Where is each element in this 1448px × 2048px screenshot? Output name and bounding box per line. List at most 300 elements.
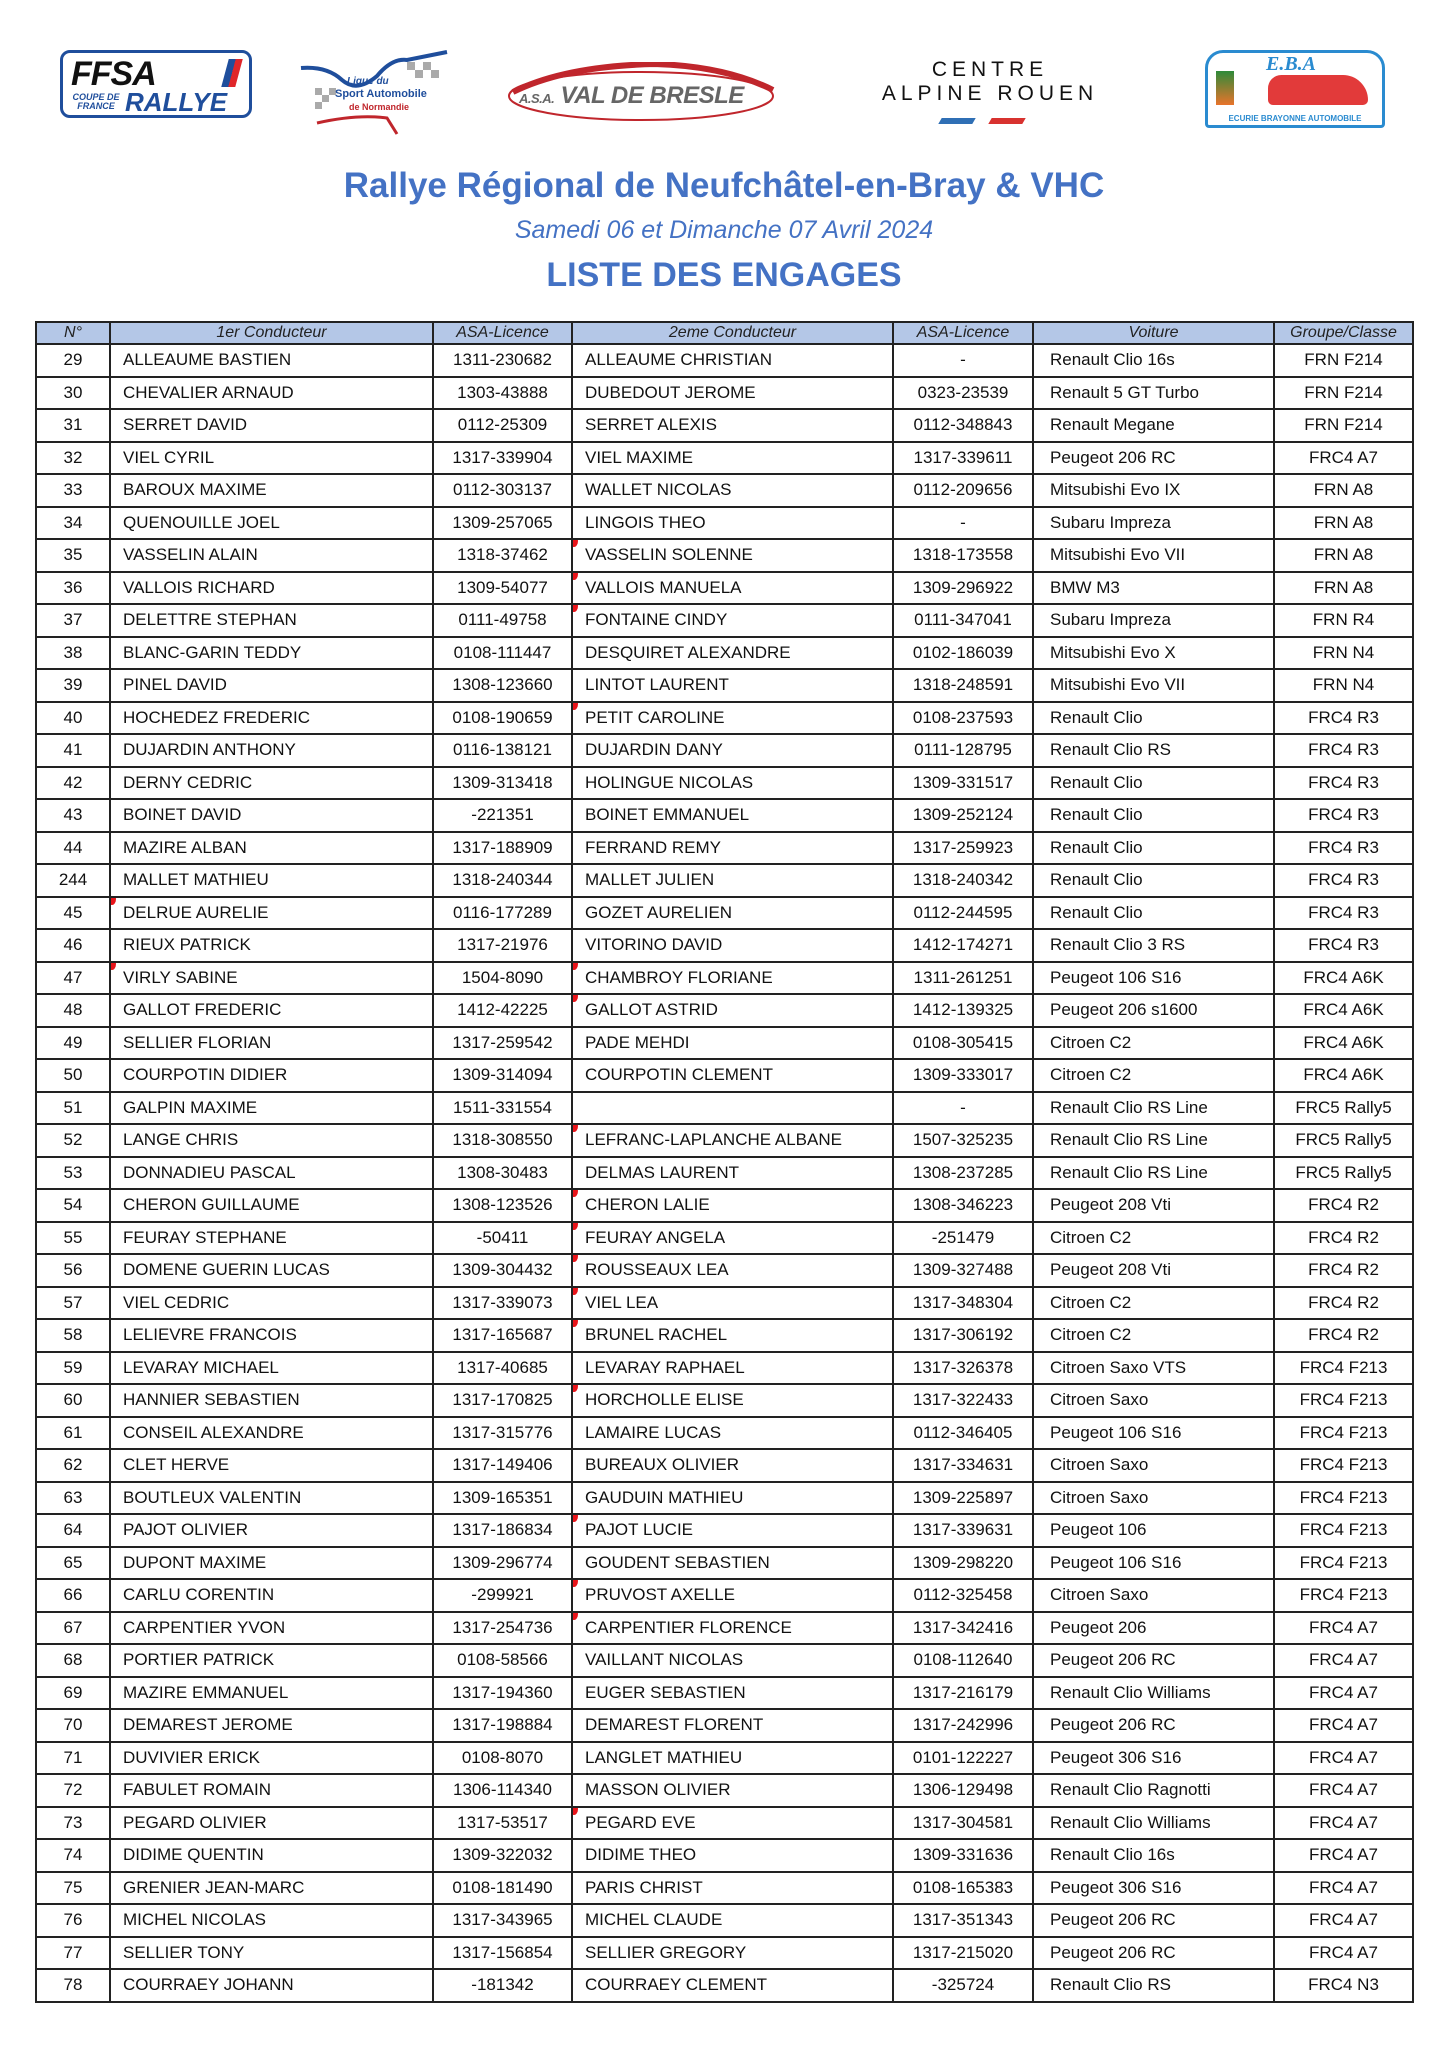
driver-1-licence: 1306-114340 [433,1774,572,1807]
car-model: Citroen C2 [1033,1059,1274,1092]
driver-2-licence: 1317-342416 [893,1612,1033,1645]
table-row [36,1677,1413,1710]
car-model: Peugeot 206 RC [1033,1937,1274,1970]
driver-2-name: DUBEDOUT JEROME [572,377,893,410]
driver-1-licence: 1309-54077 [433,572,572,605]
car-model: Citroen C2 [1033,1287,1274,1320]
driver-2-name: DIDIME THEO [572,1839,893,1872]
entry-number: 52 [36,1124,110,1157]
driver-2-name: BRUNEL RACHEL [572,1319,893,1352]
entry-number: 41 [36,734,110,767]
driver-2-licence: 1317-339611 [893,442,1033,475]
driver-2-licence: 1318-173558 [893,539,1033,572]
table-row [36,1937,1413,1970]
col-car: Voiture [1033,322,1274,344]
driver-2-name: LINTOT LAURENT [572,669,893,702]
driver-2-name: SERRET ALEXIS [572,409,893,442]
driver-1-licence: 1317-198884 [433,1709,572,1742]
driver-2-name: PEGARD EVE [572,1807,893,1840]
driver-1-name: MICHEL NICOLAS [110,1904,433,1937]
event-title: Rallye Régional de Neufchâtel-en-Bray & VHC [343,166,1105,205]
table-row [36,702,1413,735]
table-row [36,1417,1413,1450]
driver-1-name: DERNY CEDRIC [110,767,433,800]
entry-number: 39 [36,669,110,702]
driver-2-name: LINGOIS THEO [572,507,893,540]
entry-number: 63 [36,1482,110,1515]
group-class: FRN F214 [1274,377,1413,410]
ecurie-brayonne-automobile-logo: E.B.A ECURIE BRAYONNE AUTOMOBILE [1205,50,1385,128]
driver-1-licence: 1317-149406 [433,1449,572,1482]
group-class: FRC4 A7 [1274,1644,1413,1677]
car-model: Peugeot 106 S16 [1033,1547,1274,1580]
rallye-text: RALLYE [125,87,228,117]
car-model: Peugeot 208 Vti [1033,1189,1274,1222]
entry-number: 73 [36,1807,110,1840]
table-row [36,1579,1413,1612]
driver-2-licence: 1309-225897 [893,1482,1033,1515]
group-class: FRC4 A7 [1274,1904,1413,1937]
table-row [36,767,1413,800]
driver-1-licence: 1317-343965 [433,1904,572,1937]
driver-1-name: HANNIER SEBASTIEN [110,1384,433,1417]
table-row [36,604,1413,637]
driver-1-licence: 1317-259542 [433,1027,572,1060]
driver-2-name: FEURAY ANGELA [572,1222,893,1255]
entry-number: 60 [36,1384,110,1417]
group-class: FRC4 N3 [1274,1969,1413,2002]
driver-2-licence: 1309-331636 [893,1839,1033,1872]
driver-1-licence: 1309-322032 [433,1839,572,1872]
driver-1-name: VIEL CEDRIC [110,1287,433,1320]
table-row [36,474,1413,507]
table-row [36,897,1413,930]
comment-marker-icon [572,1189,578,1197]
driver-1-licence: 0108-181490 [433,1872,572,1905]
driver-1-licence: 0108-58566 [433,1644,572,1677]
comment-marker-icon [110,897,116,905]
col-licence-2: ASA-Licence [893,322,1033,344]
table-row [36,1969,1413,2002]
driver-2-name: BOINET EMMANUEL [572,799,893,832]
entry-number: 70 [36,1709,110,1742]
driver-1-name: PEGARD OLIVIER [110,1807,433,1840]
driver-2-name: VASSELIN SOLENNE [572,539,893,572]
driver-2-name: DESQUIRET ALEXANDRE [572,637,893,670]
group-class: FRC4 R3 [1274,767,1413,800]
driver-1-licence: 1317-339073 [433,1287,572,1320]
driver-1-name: DUVIVIER ERICK [110,1742,433,1775]
car-model: Peugeot 208 Vti [1033,1254,1274,1287]
group-class: FRC5 Rally5 [1274,1092,1413,1125]
group-class: FRC4 F213 [1274,1352,1413,1385]
entries-table [35,321,1414,2003]
group-class: FRC4 R2 [1274,1319,1413,1352]
entry-number: 77 [36,1937,110,1970]
comment-marker-icon [572,962,578,970]
driver-1-name: DONNADIEU PASCAL [110,1157,433,1190]
car-model: Mitsubishi Evo VII [1033,539,1274,572]
driver-1-name: DIDIME QUENTIN [110,1839,433,1872]
car-model: Renault Clio Williams [1033,1807,1274,1840]
group-class: FRC4 R3 [1274,702,1413,735]
entry-number: 46 [36,929,110,962]
group-class: FRC4 R2 [1274,1287,1413,1320]
comment-marker-icon [572,1807,578,1815]
driver-2-name: VIEL LEA [572,1287,893,1320]
table-row [36,1482,1413,1515]
car-model: Peugeot 306 S16 [1033,1872,1274,1905]
entry-number: 47 [36,962,110,995]
ffsa-logo-text: FFSA [71,55,156,93]
car-model: Citroen Saxo VTS [1033,1352,1274,1385]
driver-1-name: VALLOIS RICHARD [110,572,433,605]
driver-1-name: GALLOT FREDERIC [110,994,433,1027]
entry-number: 74 [36,1839,110,1872]
event-dates: Samedi 06 et Dimanche 07 Avril 2024 [514,216,934,244]
driver-2-licence: 0323-23539 [893,377,1033,410]
car-model: Renault Megane [1033,409,1274,442]
group-class: FRN F214 [1274,409,1413,442]
driver-2-licence: 0112-244595 [893,897,1033,930]
asa-val-de-bresle-logo: A.S.A. VAL DE BRESLE [505,62,777,124]
entry-number: 53 [36,1157,110,1190]
driver-1-licence: 1308-123660 [433,669,572,702]
col-licence-1: ASA-Licence [433,322,572,344]
entry-number: 69 [36,1677,110,1710]
driver-2-name: LANGLET MATHIEU [572,1742,893,1775]
driver-2-licence: 0112-348843 [893,409,1033,442]
driver-2-licence: 1317-348304 [893,1287,1033,1320]
table-row [36,377,1413,410]
table-row [36,1742,1413,1775]
driver-2-name [572,1092,893,1125]
car-model: Renault Clio RS [1033,1969,1274,2002]
driver-1-name: GALPIN MAXIME [110,1092,433,1125]
driver-2-name: MICHEL CLAUDE [572,1904,893,1937]
driver-1-name: FEURAY STEPHANE [110,1222,433,1255]
entry-number: 32 [36,442,110,475]
car-model: Renault Clio [1033,702,1274,735]
group-class: FRN N4 [1274,637,1413,670]
car-model: Renault Clio [1033,864,1274,897]
group-class: FRC4 A6K [1274,994,1413,1027]
driver-1-licence: 1317-40685 [433,1352,572,1385]
entry-number: 57 [36,1287,110,1320]
driver-2-licence: 1309-252124 [893,799,1033,832]
driver-2-licence: 0108-305415 [893,1027,1033,1060]
driver-2-licence: 0111-128795 [893,734,1033,767]
entry-number: 67 [36,1612,110,1645]
table-row [36,864,1413,897]
table-row [36,1384,1413,1417]
driver-2-licence: 1317-259923 [893,832,1033,865]
driver-2-licence: 1317-339631 [893,1514,1033,1547]
group-class: FRC4 R3 [1274,929,1413,962]
driver-1-name: LELIEVRE FRANCOIS [110,1319,433,1352]
driver-2-licence: 0108-165383 [893,1872,1033,1905]
driver-2-name: GOZET AURELIEN [572,897,893,930]
group-class: FRC4 R3 [1274,799,1413,832]
entry-number: 54 [36,1189,110,1222]
driver-1-name: PAJOT OLIVIER [110,1514,433,1547]
table-row [36,1254,1413,1287]
entry-number: 31 [36,409,110,442]
car-model: Peugeot 206 [1033,1612,1274,1645]
driver-2-name: DUJARDIN DANY [572,734,893,767]
driver-2-licence: 1317-304581 [893,1807,1033,1840]
driver-1-licence: 0112-303137 [433,474,572,507]
group-class: FRN A8 [1274,572,1413,605]
driver-1-licence: -221351 [433,799,572,832]
table-row [36,929,1413,962]
driver-1-licence: 1317-339904 [433,442,572,475]
driver-2-licence: 0101-122227 [893,1742,1033,1775]
entry-number: 75 [36,1872,110,1905]
driver-1-name: MAZIRE EMMANUEL [110,1677,433,1710]
driver-1-name: SERRET DAVID [110,409,433,442]
driver-2-licence: 1309-296922 [893,572,1033,605]
entry-number: 33 [36,474,110,507]
table-row [36,572,1413,605]
entry-number: 40 [36,702,110,735]
comment-marker-icon [572,994,578,1002]
table-row [36,734,1413,767]
driver-2-licence: 1309-331517 [893,767,1033,800]
group-class: FRN R4 [1274,604,1413,637]
driver-2-licence: 1412-174271 [893,929,1033,962]
driver-2-licence: - [893,344,1033,377]
table-row [36,1449,1413,1482]
driver-2-name: ROUSSEAUX LEA [572,1254,893,1287]
driver-2-name: ALLEAUME CHRISTIAN [572,344,893,377]
col-driver-1: 1er Conducteur [110,322,433,344]
driver-2-name: PAJOT LUCIE [572,1514,893,1547]
entry-number: 76 [36,1904,110,1937]
comment-marker-icon [572,1319,578,1327]
group-class: FRC4 A7 [1274,1612,1413,1645]
driver-1-name: BOINET DAVID [110,799,433,832]
group-class: FRC4 F213 [1274,1384,1413,1417]
driver-1-licence: 0108-8070 [433,1742,572,1775]
table-row [36,1872,1413,1905]
driver-2-name: EUGER SEBASTIEN [572,1677,893,1710]
car-model: Renault 5 GT Turbo [1033,377,1274,410]
driver-2-name: PARIS CHRIST [572,1872,893,1905]
driver-1-name: DOMENE GUERIN LUCAS [110,1254,433,1287]
table-row [36,1124,1413,1157]
sponsor-logos [0,0,1448,150]
comment-marker-icon [572,1579,578,1587]
car-model: Peugeot 206 RC [1033,1904,1274,1937]
car-model: BMW M3 [1033,572,1274,605]
table-row [36,507,1413,540]
comment-marker-icon [572,572,578,580]
driver-1-licence: 0116-138121 [433,734,572,767]
group-class: FRC4 F213 [1274,1514,1413,1547]
comment-marker-icon [572,1287,578,1295]
table-header-row [36,322,1413,344]
table-row [36,1157,1413,1190]
driver-1-name: SELLIER FLORIAN [110,1027,433,1060]
driver-2-name: VITORINO DAVID [572,929,893,962]
driver-2-name: LEFRANC-LAPLANCHE ALBANE [572,1124,893,1157]
car-model: Peugeot 206 s1600 [1033,994,1274,1027]
entry-number: 71 [36,1742,110,1775]
car-model: Citroen C2 [1033,1222,1274,1255]
group-class: FRC4 R2 [1274,1254,1413,1287]
group-class: FRC4 R3 [1274,832,1413,865]
car-model: Subaru Impreza [1033,604,1274,637]
entry-number: 38 [36,637,110,670]
entry-number: 42 [36,767,110,800]
entry-number: 55 [36,1222,110,1255]
driver-2-licence: -251479 [893,1222,1033,1255]
driver-1-name: DELRUE AURELIE [110,897,433,930]
table-row [36,1547,1413,1580]
driver-2-name: LAMAIRE LUCAS [572,1417,893,1450]
driver-2-name: CARPENTIER FLORENCE [572,1612,893,1645]
driver-1-name: GRENIER JEAN-MARC [110,1872,433,1905]
entry-number: 68 [36,1644,110,1677]
group-class: FRN A8 [1274,474,1413,507]
table-row [36,442,1413,475]
driver-2-licence: 0112-325458 [893,1579,1033,1612]
group-class: FRC4 A6K [1274,962,1413,995]
table-row [36,1612,1413,1645]
driver-1-name: MAZIRE ALBAN [110,832,433,865]
entry-number: 51 [36,1092,110,1125]
driver-1-licence: 1317-165687 [433,1319,572,1352]
driver-2-name: SELLIER GREGORY [572,1937,893,1970]
driver-2-name: HORCHOLLE ELISE [572,1384,893,1417]
comment-marker-icon [572,539,578,547]
group-class: FRC4 A7 [1274,1937,1413,1970]
driver-2-licence: - [893,1092,1033,1125]
col-driver-2: 2eme Conducteur [572,322,893,344]
coupe-de-france-text: COUPE DE FRANCE [72,92,120,111]
driver-1-name: SELLIER TONY [110,1937,433,1970]
driver-2-licence: 0112-209656 [893,474,1033,507]
driver-1-name: LEVARAY MICHAEL [110,1352,433,1385]
driver-1-name: VIEL CYRIL [110,442,433,475]
driver-1-name: QUENOUILLE JOEL [110,507,433,540]
car-model: Mitsubishi Evo IX [1033,474,1274,507]
driver-2-name: VIEL MAXIME [572,442,893,475]
group-class: FRN A8 [1274,539,1413,572]
driver-1-name: COURRAEY JOHANN [110,1969,433,2002]
driver-1-licence: 1309-165351 [433,1482,572,1515]
driver-2-licence: 0111-347041 [893,604,1033,637]
driver-2-name: LEVARAY RAPHAEL [572,1352,893,1385]
driver-2-name: GALLOT ASTRID [572,994,893,1027]
driver-1-licence: 1317-53517 [433,1807,572,1840]
car-model: Peugeot 306 S16 [1033,1742,1274,1775]
table-row [36,637,1413,670]
table-row [36,1352,1413,1385]
driver-2-name: GAUDUIN MATHIEU [572,1482,893,1515]
driver-1-name: HOCHEDEZ FREDERIC [110,702,433,735]
col-class: Groupe/Classe [1274,322,1413,344]
group-class: FRC4 A7 [1274,1774,1413,1807]
driver-1-name: DEMAREST JEROME [110,1709,433,1742]
entry-number: 49 [36,1027,110,1060]
car-model: Renault Clio Williams [1033,1677,1274,1710]
driver-2-licence: 0108-112640 [893,1644,1033,1677]
race-car-icon [1268,75,1368,105]
driver-1-name: PINEL DAVID [110,669,433,702]
driver-1-licence: 1318-308550 [433,1124,572,1157]
driver-1-name: COURPOTIN DIDIER [110,1059,433,1092]
comment-marker-icon [110,962,116,970]
group-class: FRC4 F213 [1274,1449,1413,1482]
table-row [36,994,1413,1027]
driver-2-name: HOLINGUE NICOLAS [572,767,893,800]
car-model: Renault Clio RS Line [1033,1124,1274,1157]
driver-2-name: COURPOTIN CLEMENT [572,1059,893,1092]
driver-1-licence: 1504-8090 [433,962,572,995]
driver-2-licence: 1317-326378 [893,1352,1033,1385]
driver-2-licence: 1317-306192 [893,1319,1033,1352]
driver-1-licence: 1412-42225 [433,994,572,1027]
driver-2-licence: 1311-261251 [893,962,1033,995]
table-row [36,832,1413,865]
table-row [36,1027,1413,1060]
entry-number: 61 [36,1417,110,1450]
driver-1-licence: 1317-254736 [433,1612,572,1645]
driver-2-licence: 1318-240342 [893,864,1033,897]
car-model: Peugeot 106 [1033,1514,1274,1547]
driver-1-name: LANGE CHRIS [110,1124,433,1157]
group-class: FRC4 A6K [1274,1059,1413,1092]
entry-number: 45 [36,897,110,930]
driver-2-licence: 1317-322433 [893,1384,1033,1417]
driver-2-licence: -325724 [893,1969,1033,2002]
entry-number: 34 [36,507,110,540]
driver-2-name: FERRAND REMY [572,832,893,865]
driver-1-name: RIEUX PATRICK [110,929,433,962]
driver-1-name: MALLET MATHIEU [110,864,433,897]
car-model: Mitsubishi Evo X [1033,637,1274,670]
table-row [36,1059,1413,1092]
driver-1-name: CARLU CORENTIN [110,1579,433,1612]
group-class: FRN N4 [1274,669,1413,702]
group-class: FRC4 R2 [1274,1222,1413,1255]
group-class: FRC4 F213 [1274,1579,1413,1612]
table-row [36,1807,1413,1840]
entry-number: 35 [36,539,110,572]
french-flag-icon [221,59,243,87]
driver-2-name: PETIT CAROLINE [572,702,893,735]
driver-1-licence: 1308-123526 [433,1189,572,1222]
driver-1-licence: 1317-156854 [433,1937,572,1970]
group-class: FRC5 Rally5 [1274,1124,1413,1157]
driver-1-licence: -50411 [433,1222,572,1255]
driver-2-name: PADE MEHDI [572,1027,893,1060]
table-row [36,344,1413,377]
entry-number: 29 [36,344,110,377]
driver-1-licence: 1317-170825 [433,1384,572,1417]
driver-1-name: VIRLY SABINE [110,962,433,995]
driver-2-name: WALLET NICOLAS [572,474,893,507]
driver-1-name: DUPONT MAXIME [110,1547,433,1580]
table-row [36,409,1413,442]
car-model: Peugeot 206 RC [1033,1644,1274,1677]
car-model: Citroen Saxo [1033,1449,1274,1482]
table-row [36,1839,1413,1872]
entry-number: 78 [36,1969,110,2002]
driver-2-licence: 1309-333017 [893,1059,1033,1092]
